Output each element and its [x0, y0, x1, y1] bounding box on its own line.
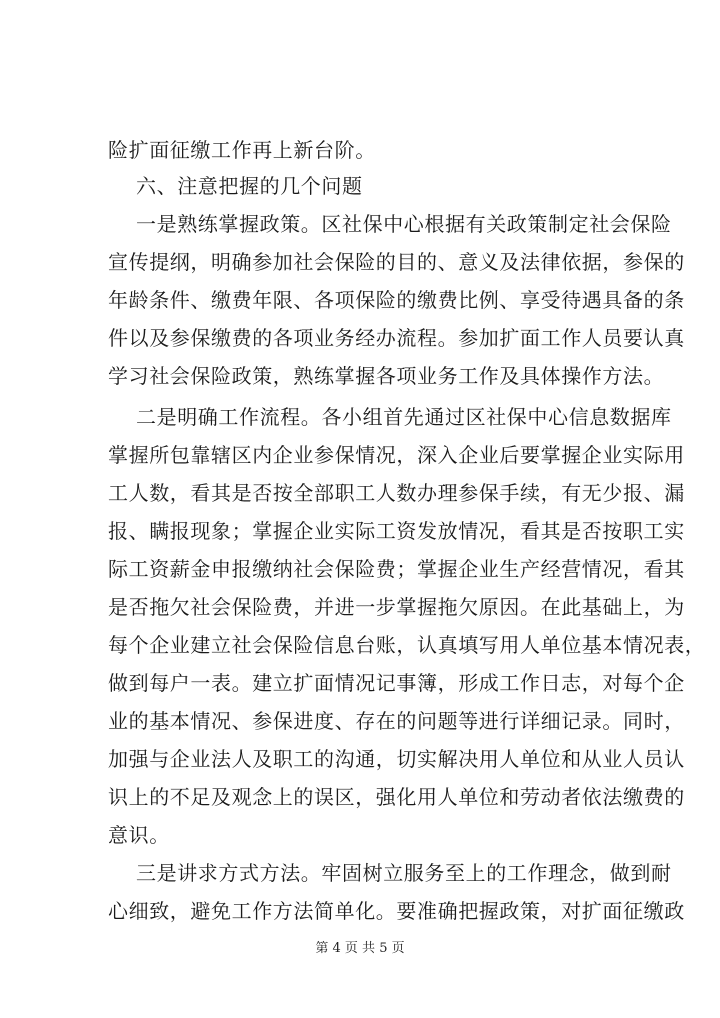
text-line: 做到每户一表。建立扩面情况记事簿，形成工作日志，对每个企 — [108, 671, 685, 695]
text-line: 险扩面征缴工作再上新台阶。 — [108, 138, 376, 162]
text-line: 报、瞒报现象；掌握企业实际工资发放情况，看其是否按职工实 — [108, 519, 685, 543]
text-line: 意识。 — [108, 823, 170, 847]
paragraph-start: 三是讲求方式方法。牢固树立服务至上的工作理念，做到耐 — [136, 861, 672, 885]
text-line: 加强与企业法人及职工的沟通，切实解决用人单位和从业人员认 — [108, 747, 685, 771]
text-line: 每个企业建立社会保险信息台账，认真填写用人单位基本情况表， — [108, 633, 706, 657]
text-line: 是否拖欠社会保险费，并进一步掌握拖欠原因。在此基础上，为 — [108, 595, 685, 619]
text-line: 掌握所包靠辖区内企业参保情况，深入企业后要掌握企业实际用 — [108, 443, 685, 467]
text-line: 工人数，看其是否按全部职工人数办理参保手续，有无少报、漏 — [108, 481, 685, 505]
text-line: 年龄条件、缴费年限、各项保险的缴费比例、享受待遇具备的条 — [108, 288, 685, 312]
text-line: 识上的不足及观念上的误区，强化用人单位和劳动者依法缴费的 — [108, 785, 685, 809]
text-line: 宣传提纲，明确参加社会保险的目的、意义及法律依据，参保的 — [108, 250, 685, 274]
paragraph-start: 一是熟练掌握政策。区社保中心根据有关政策制定社会保险 — [136, 212, 672, 236]
text-line: 际工资薪金申报缴纳社会保险费；掌握企业生产经营情况，看其 — [108, 557, 685, 581]
text-line: 学习社会保险政策，熟练掌握各项业务工作及具体操作方法。 — [108, 364, 665, 388]
text-line: 心细致，避免工作方法简单化。要准确把握政策，对扩面征缴政 — [108, 899, 685, 923]
text-line: 业的基本情况、参保进度、存在的问题等进行详细记录。同时， — [108, 709, 685, 733]
page-number-footer: 第 4 页 共 5 页 — [315, 941, 405, 956]
section-heading: 六、注意把握的几个问题 — [136, 174, 363, 198]
paragraph-start: 二是明确工作流程。各小组首先通过区社保中心信息数据库 — [136, 405, 672, 429]
text-line: 件以及参保缴费的各项业务经办流程。参加扩面工作人员要认真 — [108, 326, 685, 350]
